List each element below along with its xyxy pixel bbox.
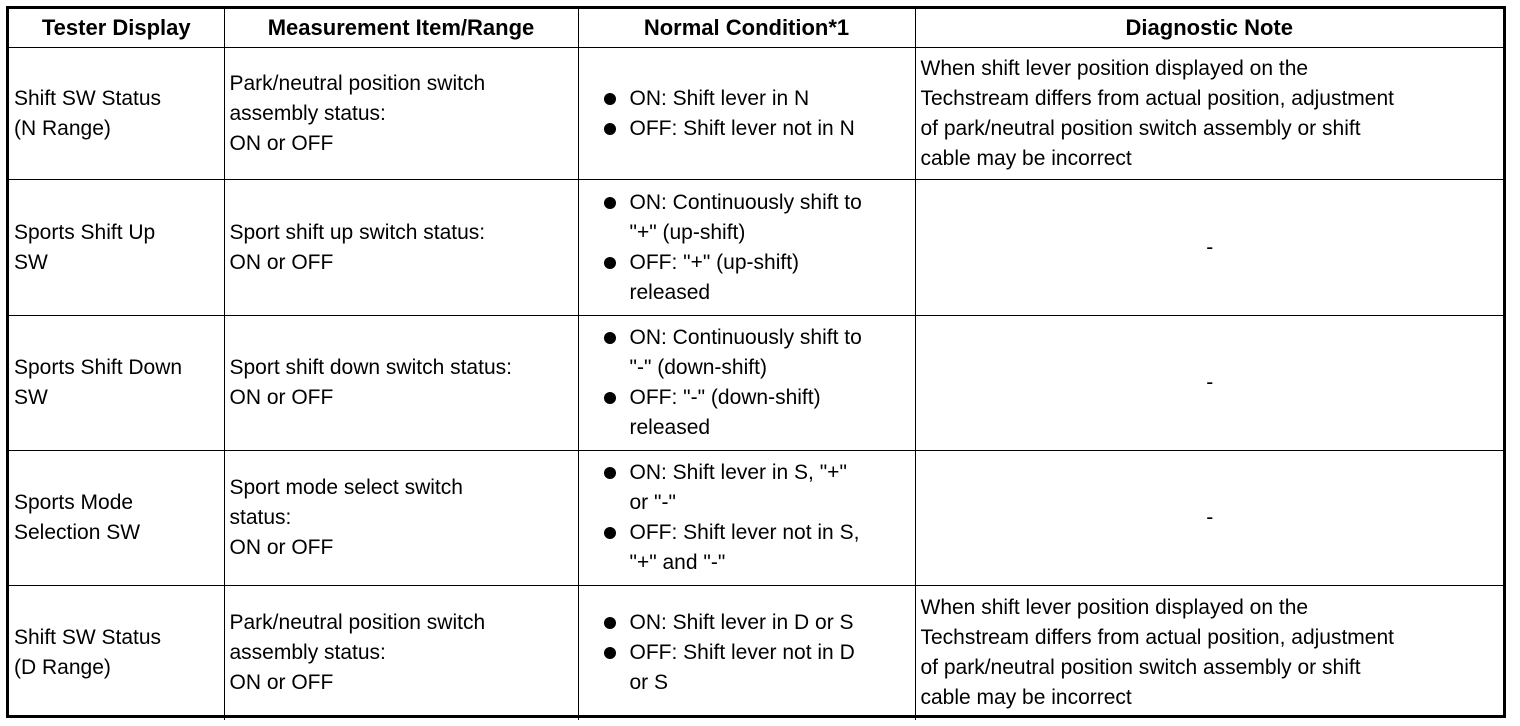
cell-line: When shift lever position displayed on the	[920, 56, 1309, 80]
normal-condition-cell	[578, 48, 915, 180]
cell-line: ON or OFF	[229, 670, 334, 694]
normal-condition-cell	[578, 586, 915, 720]
measurement-cell	[224, 316, 578, 451]
cell-line: SW	[14, 250, 48, 274]
bullet-icon	[604, 197, 616, 209]
tester-display-cell	[9, 48, 224, 180]
bullet-icon	[604, 617, 616, 629]
header-row	[9, 9, 1503, 48]
cell-line: "+" (up-shift)	[629, 220, 746, 244]
cell-line: ON or OFF	[229, 131, 334, 155]
cell-line: SW	[14, 386, 48, 409]
cell-line: ON or OFF	[229, 536, 334, 559]
cell-line: cable may be incorrect	[920, 146, 1132, 170]
cell-line: ON: Continuously shift to	[629, 190, 862, 214]
bullet-icon	[604, 93, 616, 105]
measurement-cell	[224, 48, 578, 180]
normal-condition-cell	[578, 180, 915, 316]
cell-line: Sport shift down switch status:	[229, 356, 512, 379]
cell-line: Selection SW	[14, 521, 141, 544]
cell-line: status:	[229, 506, 292, 529]
cell-line: Shift SW Status	[14, 86, 162, 110]
cell-line: Techstream differs from actual position, adjustment	[920, 86, 1394, 110]
cell-line: Sport mode select switch	[229, 476, 463, 499]
cell-line: -	[1206, 506, 1214, 529]
diagnostic-note-cell	[915, 586, 1503, 720]
table-row	[9, 48, 1503, 180]
cell-line: OFF: Shift lever not in D	[629, 640, 855, 664]
normal-condition-cell	[578, 316, 915, 451]
cell-line: OFF: Shift lever not in S,	[629, 521, 860, 544]
cell-line: OFF: Shift lever not in N	[629, 116, 855, 140]
diagnostic-note-cell	[915, 451, 1503, 586]
tester-display-cell	[9, 586, 224, 720]
cell-line: Sports Shift Down	[14, 356, 183, 379]
cell-line: When shift lever position displayed on the	[920, 595, 1309, 619]
cell-line: ON: Shift lever in D or S	[629, 610, 854, 634]
cell-line: OFF: "-" (down-shift)	[629, 386, 821, 409]
cell-line: ON: Shift lever in N	[629, 86, 810, 110]
header-diagnostic-note: Diagnostic Note	[915, 9, 1503, 48]
condition-item	[584, 248, 911, 308]
header-measurement-item: Measurement Item/Range	[224, 9, 578, 48]
cell-line: ON: Shift lever in S, "+"	[629, 461, 847, 484]
cell-line: Park/neutral position switch	[229, 610, 486, 634]
bullet-icon	[604, 332, 616, 344]
cell-line: assembly status:	[229, 640, 386, 664]
cell-line: Park/neutral position switch	[229, 71, 486, 95]
cell-line: Sports Mode	[14, 491, 134, 514]
tester-display-cell	[9, 316, 224, 451]
cell-line: cable may be incorrect	[920, 685, 1132, 709]
measurement-cell	[224, 180, 578, 316]
cell-line: -	[1206, 371, 1214, 394]
cell-line: OFF: "+" (up-shift)	[629, 250, 800, 274]
table-row	[9, 586, 1503, 720]
normal-condition-cell	[578, 451, 915, 586]
cell-line: ON: Continuously shift to	[629, 326, 862, 349]
condition-item	[584, 114, 911, 144]
cell-line: ON or OFF	[229, 250, 334, 274]
cell-line: released	[629, 416, 711, 439]
condition-item	[584, 608, 911, 638]
cell-line: Shift SW Status	[14, 625, 162, 649]
measurement-cell	[224, 586, 578, 720]
condition-list	[584, 188, 911, 308]
condition-list	[584, 458, 911, 578]
bullet-icon	[604, 647, 616, 659]
cell-line: or S	[629, 670, 669, 694]
condition-item	[584, 383, 911, 443]
table-row	[9, 180, 1503, 316]
bullet-icon	[604, 527, 616, 539]
condition-list	[584, 323, 911, 443]
condition-list	[584, 84, 911, 144]
measurement-cell	[224, 451, 578, 586]
bullet-icon	[604, 467, 616, 479]
header-tester-display: Tester Display	[9, 9, 224, 48]
condition-list	[584, 608, 911, 698]
condition-item	[584, 323, 911, 383]
cell-line: Techstream differs from actual position, adjustment	[920, 625, 1394, 649]
cell-line: Sport shift up switch status:	[229, 220, 486, 244]
cell-line: "-" (down-shift)	[629, 356, 767, 379]
condition-item	[584, 84, 911, 114]
diagnostic-note-cell	[915, 180, 1503, 316]
header-normal-condition: Normal Condition*1	[578, 9, 915, 48]
cell-line: or "-"	[629, 491, 676, 514]
diagnostic-note-cell	[915, 316, 1503, 451]
diagnostic-note-cell	[915, 48, 1503, 180]
cell-line: -	[1206, 235, 1214, 259]
bullet-icon	[604, 392, 616, 404]
tester-display-cell	[9, 180, 224, 316]
bullet-icon	[604, 257, 616, 269]
cell-line: released	[629, 280, 711, 304]
cell-line: assembly status:	[229, 101, 386, 125]
cell-line: Sports Shift Up	[14, 220, 156, 244]
condition-item	[584, 188, 911, 248]
cell-line: "+" and "-"	[629, 551, 726, 574]
cell-line: (D Range)	[14, 655, 111, 679]
cell-line: of park/neutral position switch assembly or shift	[920, 655, 1361, 679]
condition-item	[584, 638, 911, 698]
data-list-table	[9, 9, 1503, 720]
bullet-icon	[604, 123, 616, 135]
condition-item	[584, 458, 911, 518]
cell-line: ON or OFF	[229, 386, 334, 409]
data-list-table-frame	[6, 6, 1506, 718]
tester-display-cell	[9, 451, 224, 586]
table-row	[9, 451, 1503, 586]
condition-item	[584, 518, 911, 578]
table-row	[9, 316, 1503, 451]
cell-line: of park/neutral position switch assembly or shift	[920, 116, 1361, 140]
cell-line: (N Range)	[14, 116, 111, 140]
